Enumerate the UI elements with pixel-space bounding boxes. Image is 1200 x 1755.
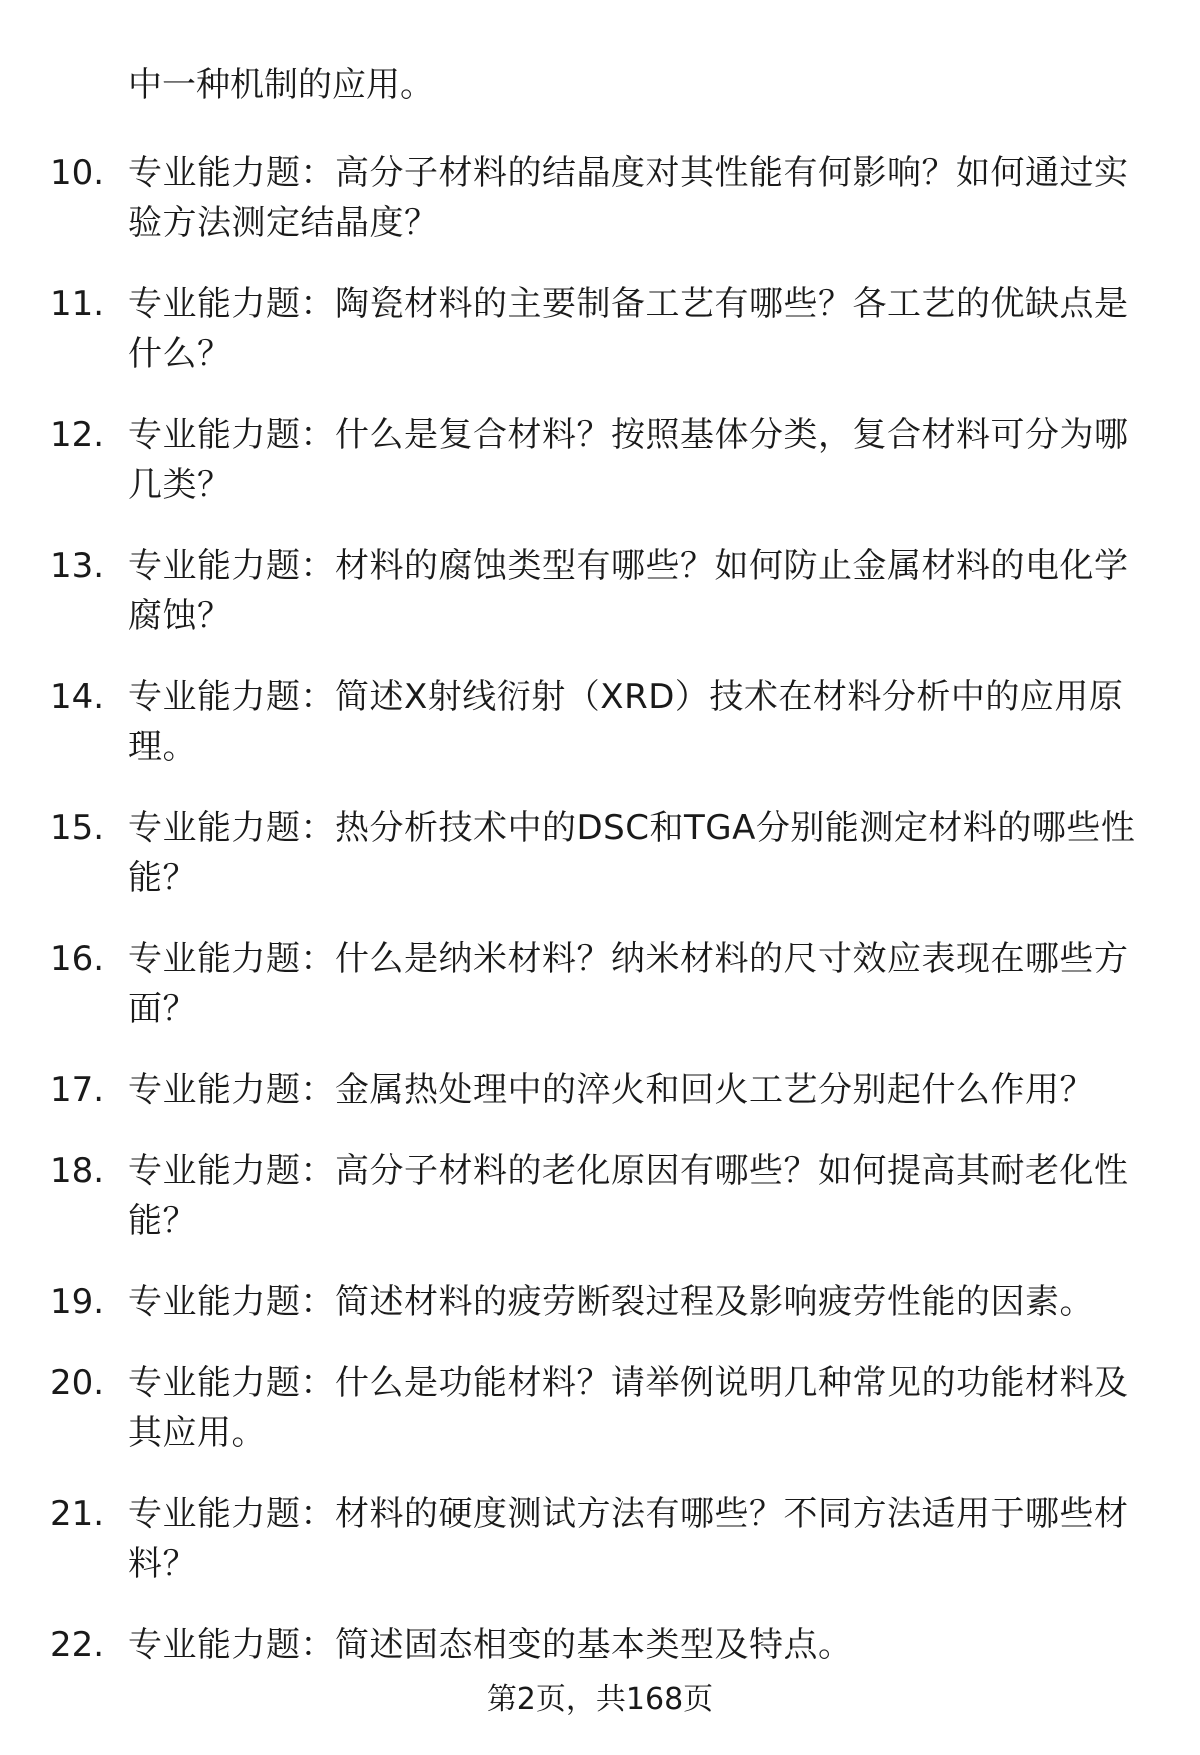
question-text: 专业能力题：热分析技术中的DSC和TGA分别能测定材料的哪些性能？ [128, 808, 1136, 898]
question-item [0, 1065, 1200, 1146]
question-number: 13. [50, 546, 105, 586]
question-text: 专业能力题：陶瓷材料的主要制备工艺有哪些？各工艺的优缺点是什么？ [128, 284, 1129, 374]
question-item [0, 410, 1200, 541]
question-text: 专业能力题：什么是纳米材料？纳米材料的尺寸效应表现在哪些方面？ [128, 939, 1129, 1029]
question-number: 18. [50, 1151, 105, 1191]
question-item [0, 1489, 1200, 1620]
question-text: 专业能力题：材料的硬度测试方法有哪些？不同方法适用于哪些材料？ [128, 1494, 1129, 1584]
question-number: 15. [50, 808, 105, 848]
question-text: 专业能力题：简述X射线衍射（XRD）技术在材料分析中的应用原理。 [128, 677, 1124, 767]
question-text: 专业能力题：简述材料的疲劳断裂过程及影响疲劳性能的因素。 [128, 1282, 1094, 1322]
question-text: 专业能力题：高分子材料的老化原因有哪些？如何提高其耐老化性能？ [128, 1151, 1129, 1241]
question-item [0, 934, 1200, 1065]
question-number: 16. [50, 939, 105, 979]
question-text: 专业能力题：什么是功能材料？请举例说明几种常见的功能材料及其应用。 [128, 1363, 1129, 1453]
question-item [0, 1277, 1200, 1358]
question-item [0, 803, 1200, 934]
question-item [0, 541, 1200, 672]
question-item [0, 672, 1200, 803]
question-number: 11. [50, 284, 105, 324]
continued-text: 中一种机制的应用。 [128, 65, 434, 105]
question-number: 10. [50, 153, 105, 193]
question-number: 14. [50, 677, 105, 717]
question-number: 12. [50, 415, 105, 455]
question-text: 专业能力题：材料的腐蚀类型有哪些？如何防止金属材料的电化学腐蚀？ [128, 546, 1129, 636]
question-text: 专业能力题：简述固态相变的基本类型及特点。 [128, 1625, 853, 1665]
question-item [0, 1146, 1200, 1277]
question-number: 20. [50, 1363, 105, 1403]
question-text: 专业能力题：金属热处理中的淬火和回火工艺分别起什么作用？ [128, 1070, 1094, 1110]
question-number: 19. [50, 1282, 105, 1322]
question-number: 17. [50, 1070, 105, 1110]
question-item [0, 1358, 1200, 1489]
question-text: 专业能力题：什么是复合材料？按照基体分类，复合材料可分为哪几类？ [128, 415, 1129, 505]
question-text: 专业能力题：高分子材料的结晶度对其性能有何影响？如何通过实验方法测定结晶度？ [128, 153, 1129, 243]
question-list [0, 148, 1200, 1680]
question-number: 22. [50, 1625, 105, 1665]
question-item [0, 1620, 1200, 1680]
page-footer: 第2页，共168页 [486, 1682, 714, 1717]
question-number: 21. [50, 1494, 105, 1534]
question-item [0, 148, 1200, 279]
question-item [0, 279, 1200, 410]
